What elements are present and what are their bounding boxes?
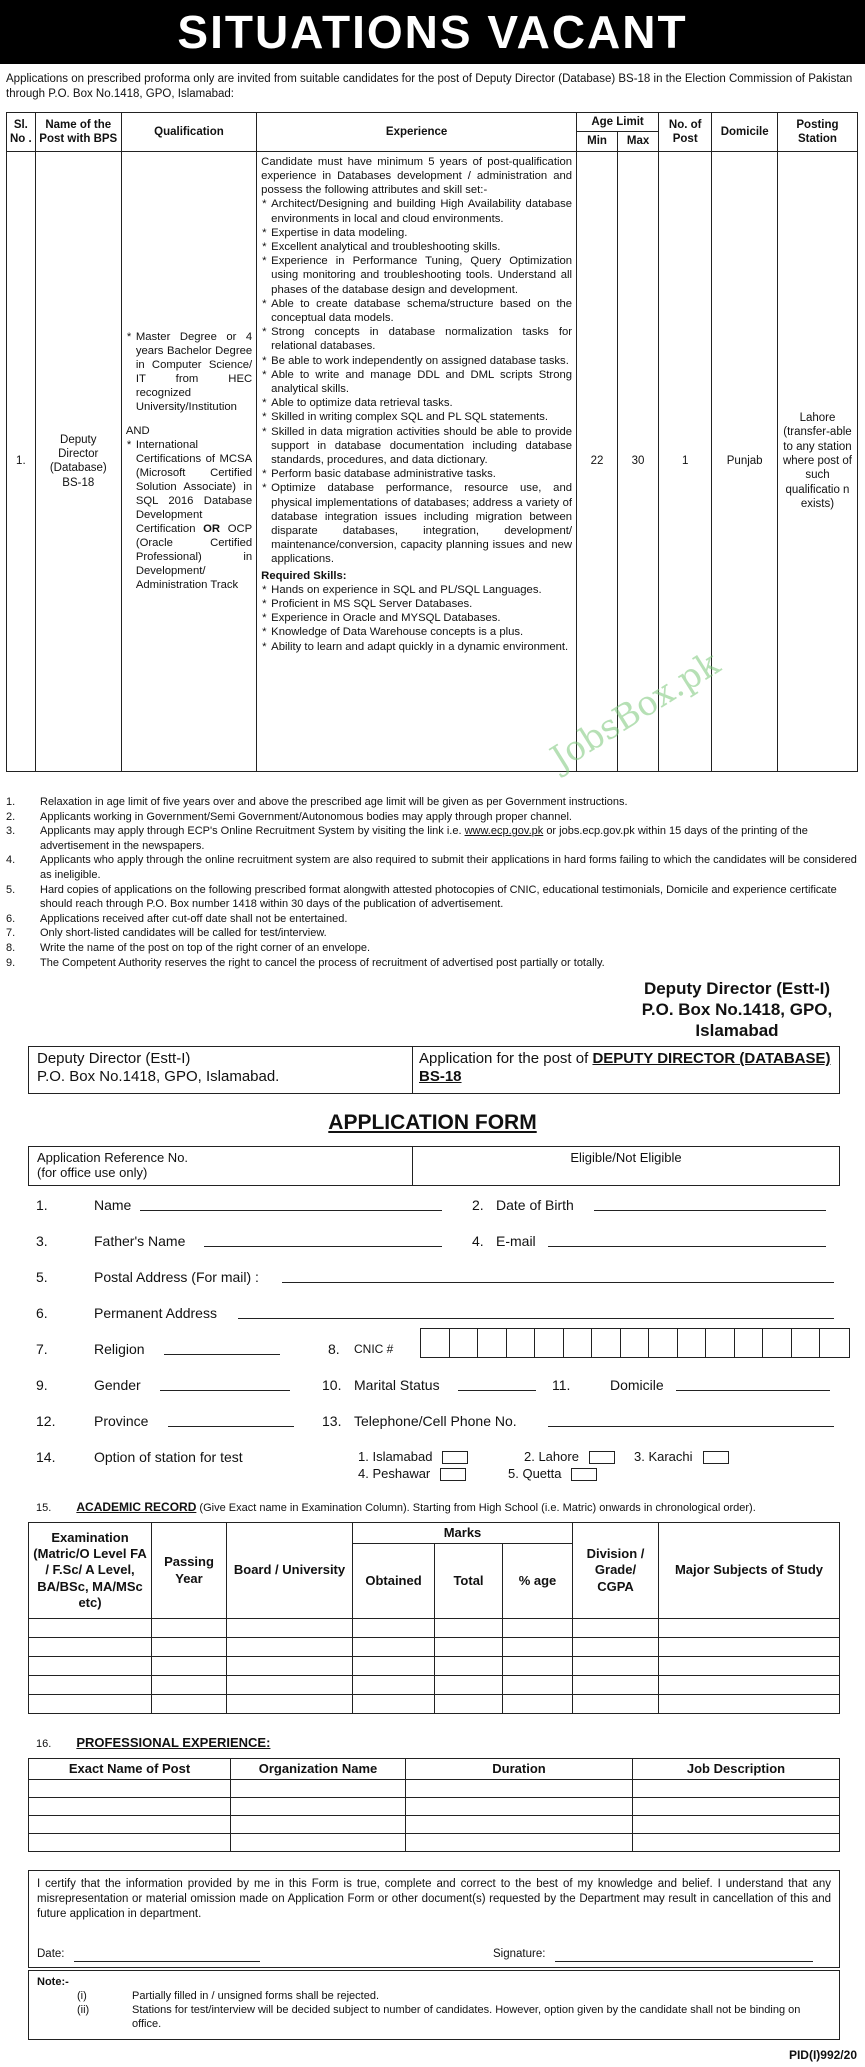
checkbox-quetta[interactable] <box>571 1468 597 1481</box>
acad-header-marks: Marks <box>353 1523 573 1544</box>
instruction-item: 6. Applications received after cut-off date shall not be entertained. <box>6 912 348 925</box>
acad-header-total: Total <box>435 1544 503 1619</box>
header-station: Posting Station <box>777 113 857 152</box>
banner-title: SITUATIONS VACANT <box>0 0 865 64</box>
qualification-item: * International Certifications of MCSA (Microsoft Certified Solution Associate) in SQL 2016 Database Development Certification OR OCP (Oracle Certified Professional) in Development/ Administration Track <box>126 438 252 592</box>
experience-item: * Expertise in data modeling. <box>261 226 572 240</box>
field-father-name[interactable]: 3. Father's Name <box>36 1233 48 1251</box>
instruction-item: 7. Only short-listed candidates will be called for test/interview. <box>6 927 327 940</box>
cnic-input[interactable] <box>420 1328 850 1358</box>
professional-section-title: 16. PROFESSIONAL EXPERIENCE: <box>36 1735 271 1750</box>
qualification-and: AND <box>125 425 150 438</box>
header-posts: No. of Post <box>659 113 712 152</box>
header-qualification: Qualification <box>121 113 256 152</box>
signature-field[interactable]: Signature: <box>493 1947 813 1962</box>
prof-header-post: Exact Name of Post <box>29 1759 231 1780</box>
field-postal-address[interactable]: 5. Postal Address (For mail) : <box>36 1269 48 1287</box>
professional-experience-table <box>28 1758 840 1852</box>
row-posts: 1 <box>659 151 712 771</box>
instruction-item: 5. Hard copies of applications on the following prescribed format alongwith attested photocopies of CNIC, educational testimonials, Domicile and experience certificate should reach through P.O. Box number 1418 within 30 days of the publication of advertisement. <box>6 883 837 911</box>
ecp-link[interactable]: www.ecp.gov.pk <box>464 825 544 838</box>
checkbox-lahore[interactable] <box>589 1451 615 1464</box>
note-box <box>28 1970 840 2040</box>
instruction-item: 8. Write the name of the post on top of the right corner of an envelope. <box>6 941 370 954</box>
table-row[interactable] <box>29 1798 840 1816</box>
row-post: Deputy Director (Database) BS-18 <box>35 151 121 771</box>
station-lahore[interactable]: 2. Lahore <box>524 1449 615 1465</box>
watermark: JobsBox.pk <box>543 643 728 779</box>
vacancy-table <box>6 112 858 772</box>
field-cnic-label: 8. CNIC # <box>328 1341 394 1357</box>
row-qualification <box>121 151 256 771</box>
experience-item: * Be able to work independently on assigned database tasks. <box>261 354 572 368</box>
reference-box <box>28 1146 840 1186</box>
signature-block: Deputy Director (Estt-I) P.O. Box No.1418, GPO, Islamabad <box>641 979 833 1040</box>
address-box <box>28 1046 840 1094</box>
field-email[interactable]: 4. E-mail <box>472 1233 484 1251</box>
qualification-or: OR <box>203 523 221 536</box>
experience-item: * Architect/Designing and building High Availability database environments in local and cloud environments. <box>261 197 572 225</box>
table-row[interactable] <box>29 1657 840 1676</box>
academic-record-table <box>28 1522 840 1714</box>
instruction-item: 2. Applicants working in Government/Semi Government/Autonomous bodies may apply through proper channel. <box>6 810 572 823</box>
qualification-item: * Master Degree or 4 years Bachelor Degree in Computer Science/ IT from HEC recognized University/Institution <box>126 330 252 414</box>
intro-text: Applications on prescribed proforma only are invited from suitable candidates for the post of Deputy Director (Database) BS-18 in the Election Commission of Pakistan through P.O. Box No.1418, GPO, Islamabad: <box>6 73 853 100</box>
instruction-item: 4. Applicants who apply through the online recruitment system are also required to submit their applications in hard forms failing to which the candidates will be considered as ineligible. <box>6 854 857 881</box>
field-station-option: 14. Option of station for test <box>36 1449 243 1465</box>
required-skill-item: * Ability to learn and adapt quickly in a dynamic environment. <box>261 640 572 654</box>
header-sl: Sl. No . <box>7 113 36 152</box>
acad-header-pct: % age <box>503 1544 573 1619</box>
header-max: Max <box>618 132 659 151</box>
station-peshawar[interactable]: 4. Peshawar <box>358 1466 466 1482</box>
field-marital-status[interactable]: 10. Marital Status <box>322 1377 341 1395</box>
instruction-item: 3. Applicants may apply through ECP's Online Recruitment System by visiting the link i.e. www.ecp.gov.pk or jobs.ecp.gov.pk within 15 days of the printing of the advertisement in the newspapers. <box>6 825 808 852</box>
experience-item: * Experience in Performance Tuning, Query Optimization using monitoring and troubleshooting tools. Understand all phases of the database design and development. <box>261 254 572 297</box>
table-row[interactable] <box>29 1676 840 1695</box>
experience-item: * Excellent analytical and troubleshooting skills. <box>261 240 572 254</box>
experience-item: * Able to optimize data retrieval tasks. <box>261 396 572 410</box>
experience-item: * Skilled in writing complex SQL and PL SQL statements. <box>261 410 572 424</box>
note-title: Note:- <box>37 1976 69 1988</box>
address-left: Deputy Director (Estt-I) P.O. Box No.1418, GPO, Islamabad. <box>29 1047 413 1093</box>
checkbox-karachi[interactable] <box>703 1451 729 1464</box>
table-row[interactable] <box>29 1619 840 1638</box>
field-phone[interactable]: 13. Telephone/Cell Phone No. <box>322 1413 341 1431</box>
experience-item: * Able to write and manage DDL and DML scripts Strong analytical skills. <box>261 368 572 396</box>
table-row[interactable] <box>29 1816 840 1834</box>
required-skill-item: * Experience in Oracle and MYSQL Databases. <box>261 611 572 625</box>
experience-item: * Strong concepts in database normalization tasks for relational databases. <box>261 325 572 353</box>
table-row[interactable] <box>29 1780 840 1798</box>
required-skill-item: * Knowledge of Data Warehouse concepts is a plus. <box>261 625 572 639</box>
note-item: (i) Partially filled in / unsigned forms shall be rejected. <box>77 1990 380 2002</box>
acad-header-division: Division / Grade/ CGPA <box>573 1523 659 1619</box>
table-row[interactable] <box>29 1638 840 1657</box>
row-station: Lahore (transfer-able to any station where post of such qualificatio n exists) <box>777 151 857 771</box>
note-item: (ii) Stations for test/interview will be decided subject to number of candidates. However, option given by the candidate shall not be binding on office. <box>77 2004 801 2030</box>
header-domicile: Domicile <box>712 113 778 152</box>
station-karachi[interactable]: 3. Karachi <box>634 1449 729 1465</box>
prof-header-duration: Duration <box>406 1759 633 1780</box>
header-experience: Experience <box>257 113 577 152</box>
row-experience <box>257 151 577 771</box>
acad-header-board: Board / University <box>227 1523 353 1619</box>
address-right: Application for the post of DEPUTY DIRECTOR (DATABASE) BS-18 <box>419 1050 831 1085</box>
field-domicile[interactable]: 11. Domicile <box>552 1377 570 1395</box>
required-skill-item: * Hands on experience in SQL and PL/SQL Languages. <box>261 583 572 597</box>
pid-number: PID(I)992/20 <box>788 2048 857 2062</box>
prof-header-description: Job Description <box>633 1759 840 1780</box>
acad-header-year: Passing Year <box>152 1523 227 1619</box>
checkbox-islamabad[interactable] <box>442 1451 468 1464</box>
header-age-limit: Age Limit <box>577 113 659 132</box>
acad-header-subjects: Major Subjects of Study <box>659 1523 840 1619</box>
experience-intro: Candidate must have minimum 5 years of post-qualification experience in Databases development / administration and possess the following attributes and skill set:- <box>261 155 573 197</box>
table-row[interactable] <box>29 1695 840 1714</box>
instruction-item: 9. The Competent Authority reserves the right to cancel the process of recruitment of advertised post partially or totally. <box>6 956 605 969</box>
date-field[interactable]: Date: <box>37 1947 260 1962</box>
required-skills-title: Required Skills: <box>261 569 347 582</box>
experience-item: * Perform basic database administrative tasks. <box>261 467 572 481</box>
field-gender[interactable]: 9. Gender <box>36 1377 48 1395</box>
row-domicile: Punjab <box>712 151 778 771</box>
instruction-item: 1. Relaxation in age limit of five years over and above the prescribed age limit will be given as per Government instructions. <box>6 796 628 808</box>
field-permanent-address[interactable]: 6. Permanent Address <box>36 1305 48 1323</box>
table-row[interactable] <box>29 1834 840 1852</box>
experience-item: * Skilled in data migration activities should be able to provide support in database documentation including database standards, procedures, and data dictionary. <box>261 425 572 468</box>
academic-section-title: 15. ACADEMIC RECORD (Give Exact name in Examination Column). Starting from High School (i.e. Matric) onwards in chronological order). <box>36 1500 756 1514</box>
certification-text: I certify that the information provided by me in this Form is true, complete and correct to the best of my knowledge and belief. I understand that any misrepresentation or material omission made on Application Form or other document(s) requested by the Department may result in cancellation of this and future application in department. <box>37 1878 831 1920</box>
row-sl: 1. <box>7 151 36 771</box>
station-islamabad[interactable]: 1. Islamabad <box>358 1449 468 1465</box>
instructions-list <box>6 795 858 970</box>
required-skill-item: * Proficient in MS SQL Server Databases. <box>261 597 572 611</box>
header-post: Name of the Post with BPS <box>35 113 121 152</box>
field-dob[interactable]: 2. Date of Birth <box>472 1197 484 1215</box>
certification-box <box>28 1870 840 1968</box>
eligibility-label: Eligible/Not Eligible <box>570 1150 682 1165</box>
station-quetta[interactable]: 5. Quetta <box>508 1466 597 1482</box>
experience-item: * Able to create database schema/structure based on the conceptual data models. <box>261 297 572 325</box>
field-province[interactable]: 12. Province <box>36 1413 55 1431</box>
reference-left: Application Reference No. (for office use only) <box>29 1147 413 1185</box>
checkbox-peshawar[interactable] <box>440 1468 466 1481</box>
field-religion[interactable]: 7. Religion <box>36 1341 48 1359</box>
acad-header-exam: Examination (Matric/O Level FA / F.Sc/ A Level, BA/BSc, MA/MSc etc) <box>29 1523 152 1619</box>
row-min-age: 22 <box>577 151 618 771</box>
form-title: APPLICATION FORM <box>328 1111 537 1134</box>
field-name[interactable]: 1. Name <box>36 1197 48 1215</box>
header-min: Min <box>577 132 618 151</box>
row-max-age: 30 <box>618 151 659 771</box>
prof-header-org: Organization Name <box>231 1759 406 1780</box>
acad-header-obtained: Obtained <box>353 1544 435 1619</box>
experience-item: * Optimize database performance, resource use, and physical implementations of databases; address a variety of database integration issues including migration between disparate databases, integration, development/ maintenance/conversion, capacity planning issues and new applications. <box>261 481 572 566</box>
